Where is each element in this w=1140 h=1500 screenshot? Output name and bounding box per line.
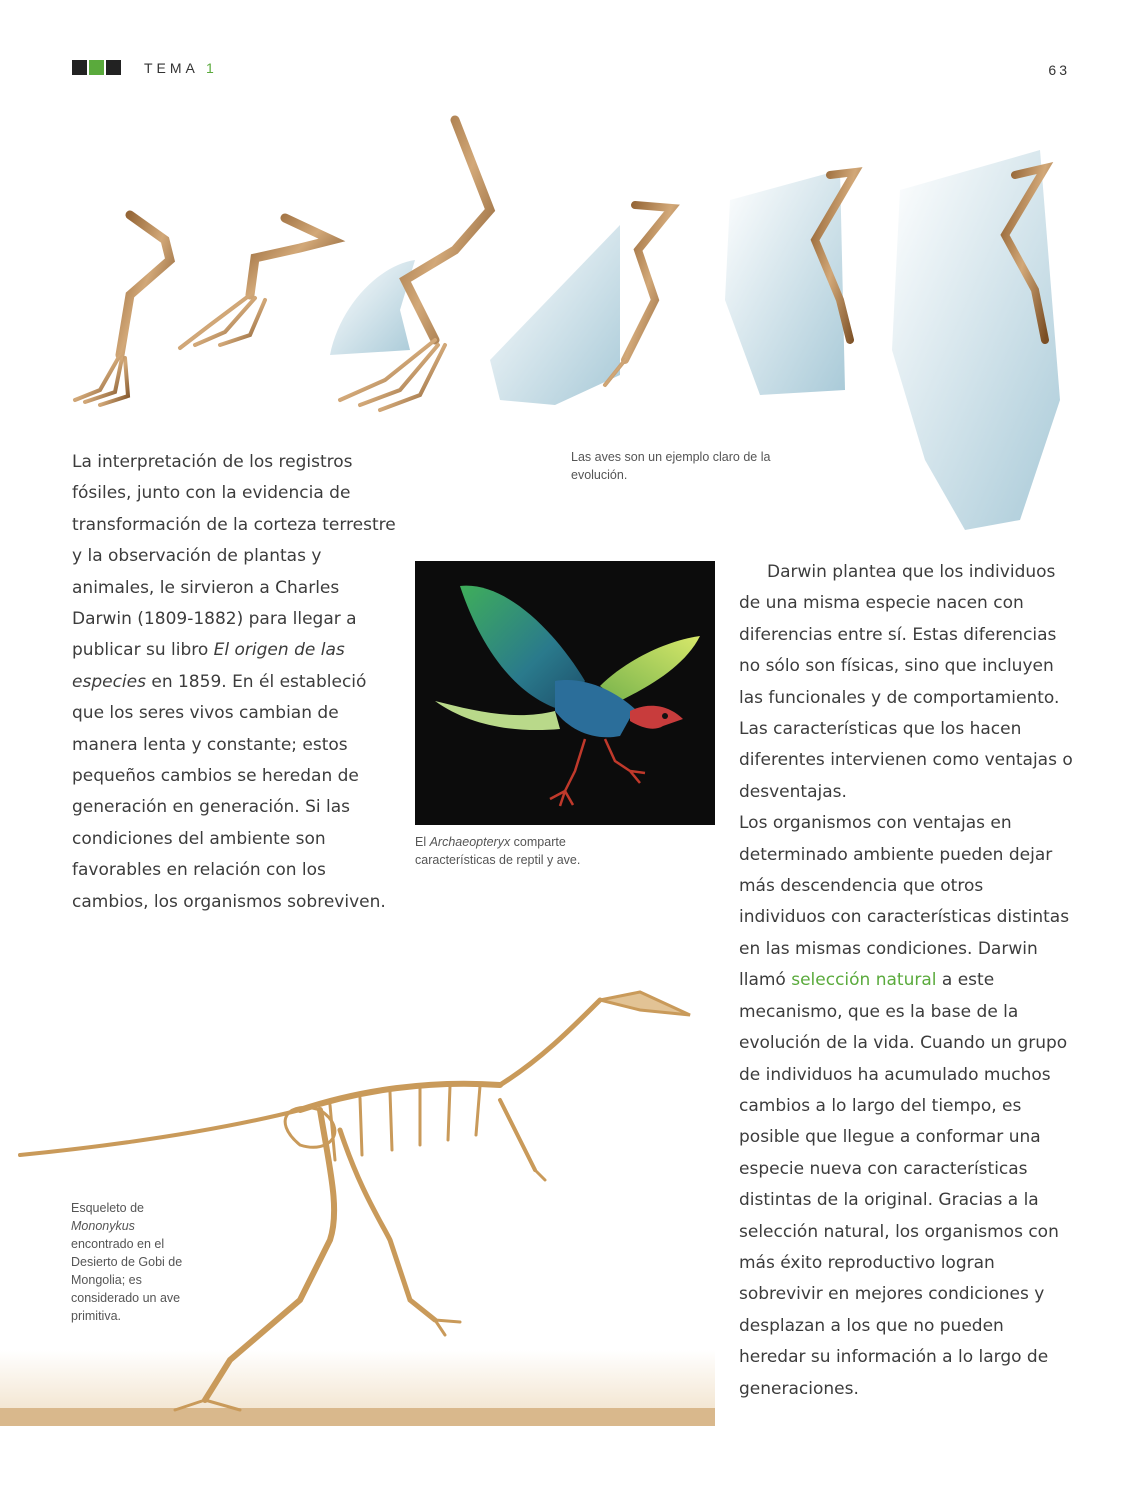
left-paragraph-part2: en 1859. En él estableció que los seres vivos cambian de manera lenta y constante; estos pequeños cambios se heredan de generación en generación. Si las condiciones del ambiente son favorables en relación con los cambios, los organismos sobreviven. [72,671,386,912]
left-text-column [72,447,402,918]
arch-caption-species: Archaeopteryx [429,835,511,849]
tema-number: 1 [206,60,214,76]
right-paragraph-1 [739,557,1074,808]
skeleton-caption [71,1199,201,1325]
forelimb-stage-4 [490,205,672,405]
archaeopteryx-photo [415,561,715,825]
section-color-bars [72,60,123,75]
forelimb-stage-6 [892,150,1060,530]
forelimb-stage-2 [180,218,332,348]
archaeopteryx-illustration [415,561,715,825]
page-number: 63 [1048,62,1070,78]
header-bar [106,60,121,75]
header-bar [89,60,104,75]
skel-caption-line1: Esqueleto de [71,1201,144,1215]
right-paragraph-2 [739,808,1074,1405]
arch-caption-prefix: El [415,835,430,849]
left-paragraph-part1: La interpretación de los registros fósiles, junto con la evidencia de transformación de la corteza terrestre y la observación de plantas y animales, le sirvieron a Charles Darwin (1809-1882) para llegar a publicar su libro [72,452,396,661]
forelimb-stage-5 [725,170,855,395]
section-label [144,60,214,76]
tema-label: TEMA [144,60,199,76]
right-paragraph-1-text: Darwin plantea que los individuos de una misma especie nacen con diferencias entre sí. Estas diferencias no sólo son físicas, sino que incluyen las funcionales y de comportamiento. Las características que los hacen diferentes intervienen como ventajas o desventajas. [739,562,1073,802]
right-text-column [739,557,1074,1405]
right-paragraph-2b: a este mecanismo, que es la base de la evolución de la vida. Cuando un grupo de individuos ha acumulado muchos cambios a lo largo del tiempo, es posible que llegue a conformar una especie nueva con características distintas de la original. Gracias a la selección natural, los organismos con más éxito reproductivo logran sobrevivir en mejores condiciones y desplazan a los que no pueden heredar su información a lo largo de generaciones. [739,970,1068,1399]
skel-caption-species: Mononykus [71,1219,135,1233]
wings-caption: Las aves son un ejemplo claro de la evolución. [571,450,771,482]
forelimb-stage-3 [330,120,490,410]
header-bar [72,60,87,75]
forelimb-stage-1 [75,215,170,405]
archaeopteryx-caption [415,833,615,869]
book-title: El origen de las especies [72,640,345,692]
arch-caption-suffix: comparte características de reptil y ave. [415,835,581,867]
left-paragraph [72,447,402,918]
natural-selection-term: selección natural [791,970,937,991]
skel-caption-rest: encontrado en el Desierto de Gobi de Mongolia; es considerado un ave primitiva. [71,1237,183,1323]
page-header [72,58,1070,82]
right-paragraph-2a: Los organismos con ventajas en determinado ambiente pueden dejar más descendencia que otros individuos con características distintas en las mismas condiciones. Darwin llamó [739,813,1070,991]
